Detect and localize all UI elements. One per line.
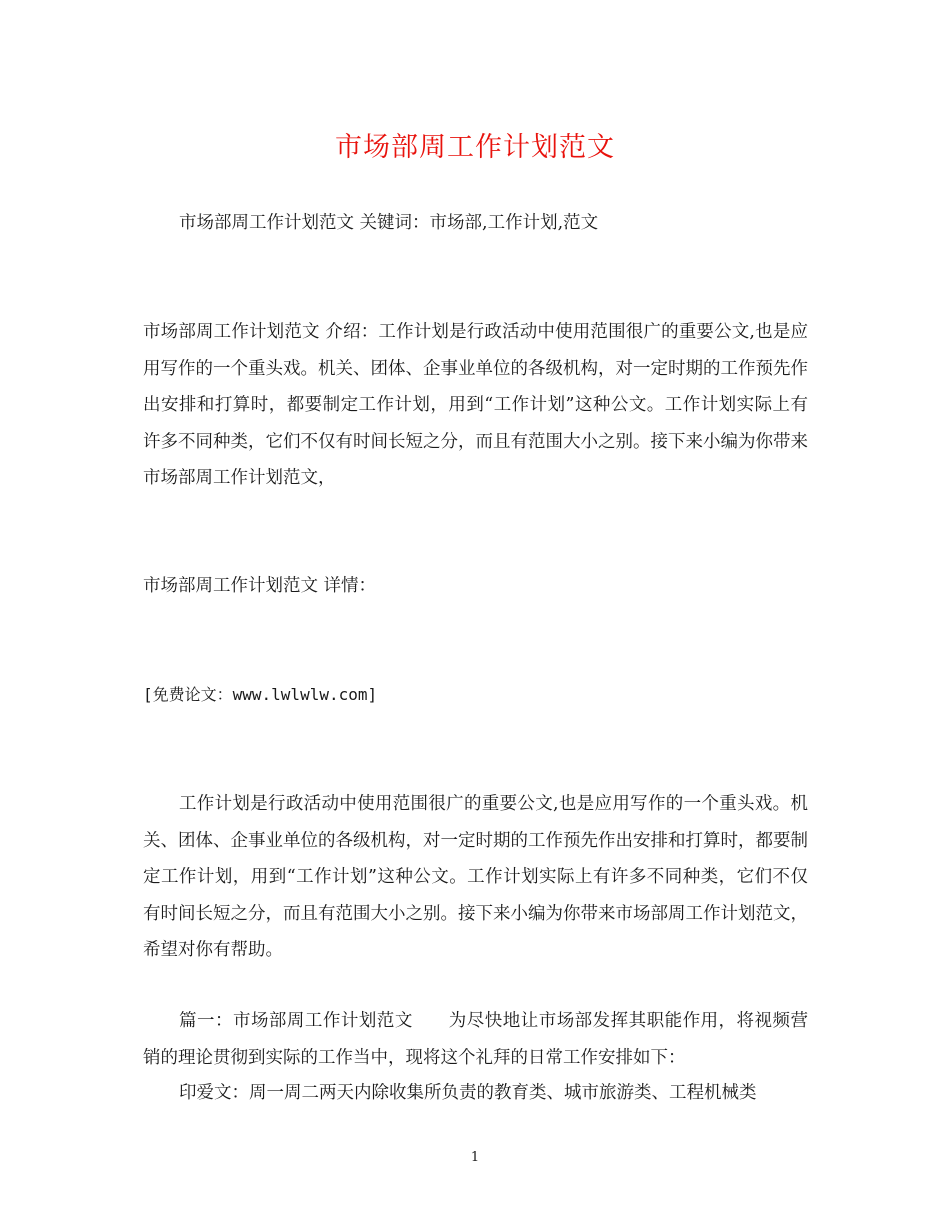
- body-paragraph: 工作计划是行政活动中使用范围很广的重要公文,也是应用写作的一个重头戏。机关、团体、企事业单位的各级机构，对一定时期的工作预先作出安排和打算时，都要制定工作计划，用到“工作计划”这种公文。工作计划实际上有许多不同种类，它们不仅有时间长短之分，而且有范围大小之别。接下来小编为你带来市场部周工作计划范文，希望对你有帮助。: [143, 794, 808, 960]
- keywords-line: 市场部周工作计划范文 关键词：市场部,工作计划,范文: [179, 213, 599, 233]
- details-label: 市场部周工作计划范文 详情：: [143, 576, 377, 596]
- intro-paragraph: 市场部周工作计划范文 介绍：工作计划是行政活动中使用范围很广的重要公文,也是应用写作的一个重头戏。机关、团体、企事业单位的各级机构，对一定时期的工作预先作出安排和打算时，都要制定工作计划，用到“工作计划”这种公文。工作计划实际上有许多不同种类，它们不仅有时间长短之分，而且有范围大小之别。接下来小编为你带来市场部周工作计划范文，: [143, 322, 808, 488]
- page-number: 1: [470, 1150, 480, 1165]
- document-title: 市场部周工作计划范文: [335, 132, 615, 163]
- last-line: 印爱文：周一周二两天内除收集所负责的教育类、城市旅游类、工程机械类: [179, 1083, 757, 1103]
- free-paper-link: [免费论文：www.lwlwlw.com]: [143, 685, 378, 704]
- chapter-one-paragraph: 篇一：市场部周工作计划范文 为尽快地让市场部发挥其职能作用，将视频营销的理论贯彻到实际的工作当中，现将这个礼拜的日常工作安排如下：: [143, 1011, 808, 1068]
